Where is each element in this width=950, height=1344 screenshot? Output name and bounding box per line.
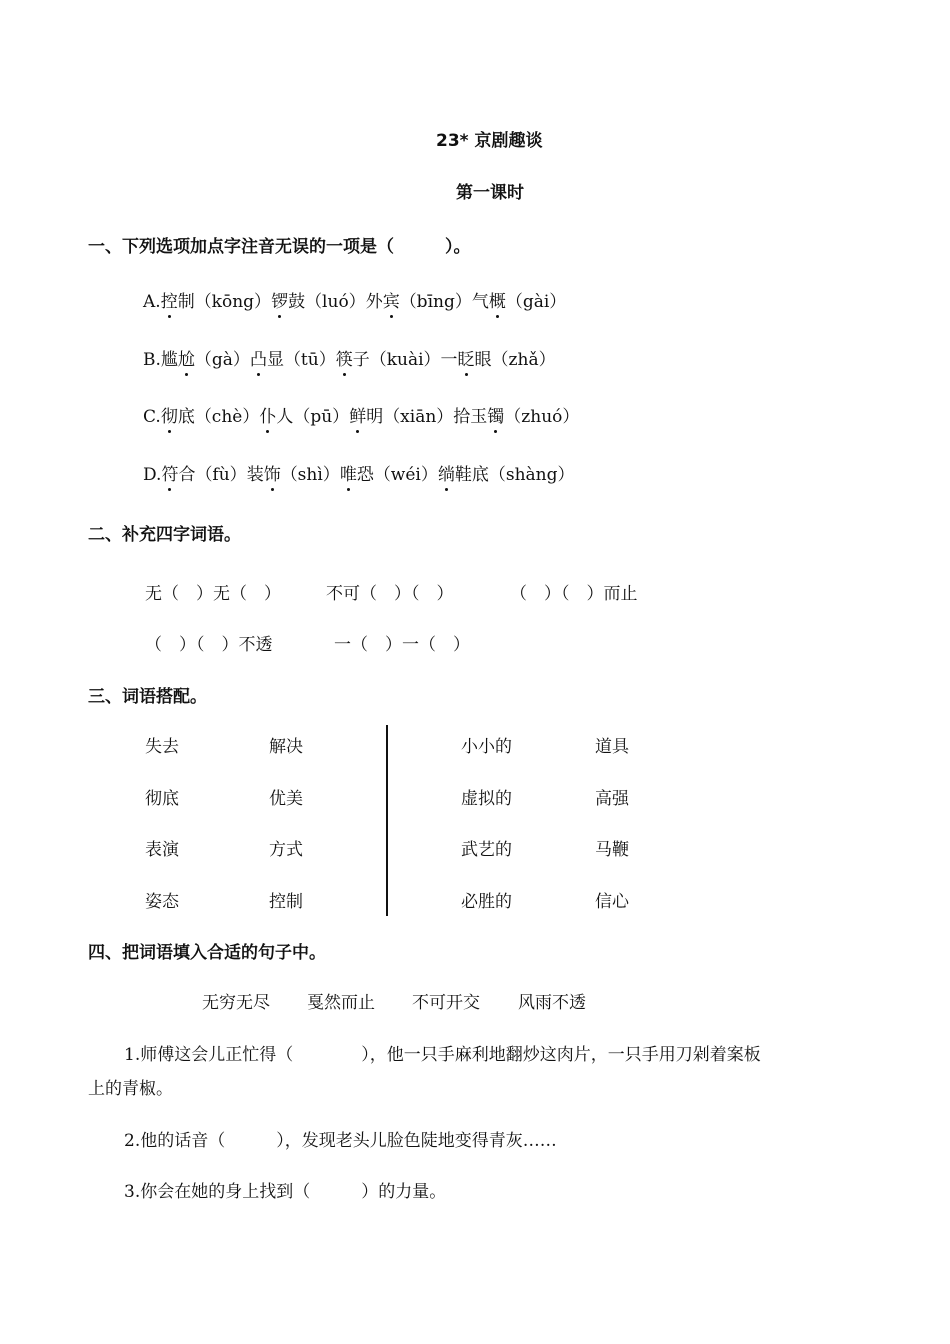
word-part: 鼓 xyxy=(288,292,306,312)
word-part: 眼 xyxy=(474,349,492,370)
sentence-1: 1.师傅这会儿正忙得（ ），他一只手麻利地翻炒这肉片，一只手用刀剁着案板 xyxy=(124,1045,761,1065)
matching-word: 必胜的 xyxy=(461,891,512,912)
dotted-character: 绱 xyxy=(438,460,455,485)
option-label: C. xyxy=(143,407,161,427)
dotted-character: 彻 xyxy=(161,402,178,427)
word-part: 恐 xyxy=(356,464,374,485)
pinyin: （chè） xyxy=(194,407,260,427)
matching-word: 解决 xyxy=(269,737,303,757)
word-bank-item: 风雨不透 xyxy=(518,993,586,1013)
pinyin: （shàng） xyxy=(488,464,575,485)
option-word xyxy=(453,407,579,427)
dotted-character: 宾 xyxy=(383,287,400,312)
idiom-blank: （ ）（ ）不透 xyxy=(145,635,273,655)
pinyin: （wéi） xyxy=(373,464,438,485)
matching-word: 虚拟的 xyxy=(461,788,512,809)
word-part: 尴 xyxy=(160,349,178,370)
word-part: 显 xyxy=(266,349,284,370)
sentence-2: 2.他的话音（ ），发现老头儿脸色陡地变得青灰…… xyxy=(124,1131,557,1151)
option-word xyxy=(366,292,472,312)
option-word xyxy=(250,350,336,370)
matching-word: 失去 xyxy=(145,737,179,757)
matching-word: 高强 xyxy=(595,788,629,809)
pinyin: （tū） xyxy=(283,349,336,370)
dotted-character: 控 xyxy=(161,287,178,312)
pinyin: （pū） xyxy=(293,407,350,427)
word-bank-item: 戛然而止 xyxy=(307,993,375,1013)
word-part: 一 xyxy=(440,349,458,370)
pinyin: （fù） xyxy=(195,464,247,485)
matching-word: 表演 xyxy=(145,840,179,860)
option-label: D. xyxy=(143,464,162,485)
matching-word: 信心 xyxy=(595,891,629,912)
option-word xyxy=(161,407,260,427)
option-word xyxy=(340,465,438,485)
word-part: 拾玉 xyxy=(453,407,488,427)
option-word xyxy=(336,350,441,370)
column-divider xyxy=(386,725,388,916)
option-word xyxy=(161,465,246,485)
idiom-blank: 无（ ）无（ ） xyxy=(145,584,281,604)
option-b xyxy=(143,345,556,370)
question-2-heading: 二、补充四字词语。 xyxy=(88,525,241,545)
dotted-character: 饰 xyxy=(264,460,281,485)
dotted-character: 筷 xyxy=(336,345,353,370)
word-part: 装 xyxy=(246,464,264,485)
word-part: 外 xyxy=(365,292,383,312)
sentence-1-continued: 上的青椒。 xyxy=(88,1079,173,1099)
word-bank-item: 无穷无尽 xyxy=(202,993,270,1013)
dotted-character: 凸 xyxy=(250,345,267,370)
matching-word: 控制 xyxy=(269,891,303,912)
dotted-character: 锣 xyxy=(271,287,288,312)
dotted-character: 鲜 xyxy=(349,402,366,427)
dotted-character: 仆 xyxy=(259,402,276,427)
word-part: 合 xyxy=(178,464,196,485)
option-c xyxy=(143,402,579,427)
pinyin: （zhuó） xyxy=(504,407,580,427)
option-word xyxy=(259,407,349,427)
option-label: B. xyxy=(143,349,161,370)
pinyin: （kuài） xyxy=(369,349,441,370)
dotted-character: 符 xyxy=(161,460,178,485)
dotted-character: 眨 xyxy=(458,345,475,370)
matching-word: 彻底 xyxy=(145,788,179,809)
dotted-character: 唯 xyxy=(340,460,357,485)
lesson-subtitle: 第一课时 xyxy=(456,183,524,203)
dotted-character: 概 xyxy=(489,287,506,312)
option-word xyxy=(438,465,575,485)
option-a xyxy=(143,287,566,312)
option-word xyxy=(271,292,366,312)
pinyin: （bīng） xyxy=(399,292,472,312)
idiom-blank: 不可（ ）（ ） xyxy=(326,584,454,604)
word-part: 鞋底 xyxy=(454,464,489,485)
word-part: 人 xyxy=(276,407,294,427)
option-d xyxy=(143,460,575,485)
dotted-character: 尬 xyxy=(178,345,195,370)
option-word xyxy=(472,292,566,312)
word-part: 制 xyxy=(177,292,195,312)
page-title: 23* 京剧趣谈 xyxy=(436,131,543,151)
pinyin: （kōng） xyxy=(194,292,272,312)
word-part: 底 xyxy=(177,407,195,427)
pinyin: （shì） xyxy=(280,464,340,485)
question-4-heading: 四、把词语填入合适的句子中。 xyxy=(88,943,326,963)
option-word xyxy=(441,350,556,370)
dotted-character: 镯 xyxy=(487,402,504,427)
option-word xyxy=(161,350,250,370)
question-3-heading: 三、词语搭配。 xyxy=(88,687,207,707)
word-part: 子 xyxy=(352,349,370,370)
idiom-blank: 一（ ）一（ ） xyxy=(334,635,470,655)
sentence-3: 3.你会在她的身上找到（ ）的力量。 xyxy=(124,1182,447,1202)
idiom-blank: （ ）（ ）而止 xyxy=(510,584,638,604)
matching-word: 方式 xyxy=(269,840,303,860)
pinyin: （zhǎ） xyxy=(491,349,556,370)
matching-word: 优美 xyxy=(269,788,303,809)
pinyin: （gài） xyxy=(505,292,567,312)
word-part: 气 xyxy=(471,292,489,312)
matching-word: 道具 xyxy=(595,737,629,757)
option-word xyxy=(247,465,340,485)
pinyin: （xiān） xyxy=(383,407,454,427)
pinyin: （luó） xyxy=(305,292,366,312)
matching-word: 武艺的 xyxy=(461,840,512,860)
option-word xyxy=(161,292,271,312)
option-word xyxy=(349,407,453,427)
matching-word: 小小的 xyxy=(461,737,512,757)
matching-word: 姿态 xyxy=(145,891,179,912)
word-bank-item: 不可开交 xyxy=(412,993,480,1013)
matching-word: 马鞭 xyxy=(595,840,629,860)
word-part: 明 xyxy=(366,407,384,427)
pinyin: （gà） xyxy=(194,349,250,370)
option-label: A. xyxy=(143,292,161,312)
question-1-heading: 一、下列选项加点字注音无误的一项是（ ）。 xyxy=(88,237,471,257)
